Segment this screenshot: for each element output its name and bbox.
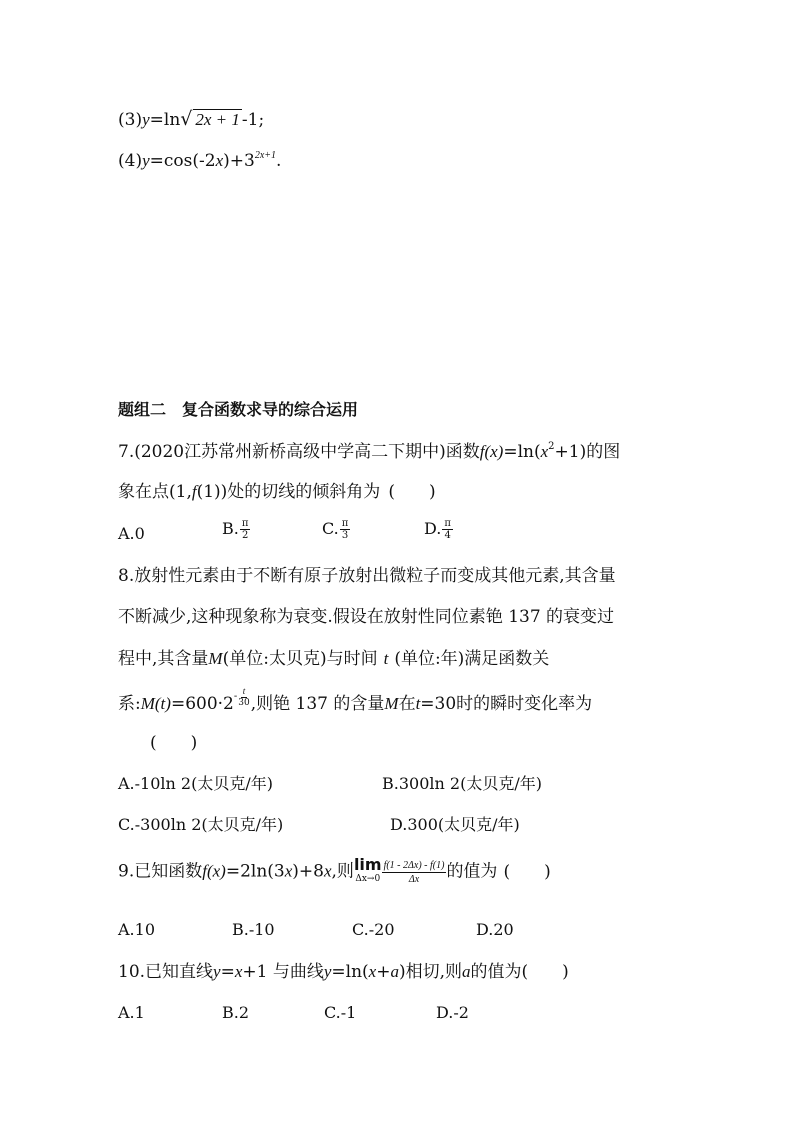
var-x: x [323, 861, 332, 881]
item-3 [118, 109, 264, 130]
text: 9.已知函数 [118, 861, 203, 882]
var-y: y [142, 110, 150, 129]
var-a: a [390, 962, 399, 981]
text: + [376, 962, 391, 982]
q8-option-c: C.-300ln 2(太贝克/年) [118, 815, 284, 834]
option-label: C. [322, 519, 339, 538]
var-t: t [415, 694, 421, 713]
text: +1)的图 [554, 442, 621, 462]
q8-line3 [118, 649, 549, 669]
answer-paren: ( ) [503, 861, 551, 882]
q8-line4 [118, 685, 593, 719]
q7-option-a: A.0 [118, 524, 145, 543]
text: 在 [398, 694, 416, 714]
answer-paren: ( ) [521, 962, 569, 982]
text: 程中,其含量 [118, 649, 209, 669]
q7-line1 [118, 442, 620, 465]
radicand: 2x + 1 [195, 110, 240, 129]
q7-line2 [118, 482, 436, 502]
function-f: f(x) [479, 442, 504, 461]
denominator: Δx [408, 873, 420, 885]
text: =600·2 [170, 694, 234, 714]
text: =2ln(3 [225, 861, 285, 882]
difference-quotient [382, 859, 447, 886]
text: (1))处的切线的倾斜角为 [196, 482, 381, 502]
exponent: 2x+1 [254, 150, 276, 161]
text: )相切,则 [398, 962, 463, 982]
var-x: x [215, 151, 224, 170]
numerator: t [242, 685, 246, 696]
text: 的值为 [446, 861, 498, 882]
text: = [220, 962, 235, 982]
fraction [340, 518, 351, 541]
item-label: (4) [118, 151, 143, 171]
numerator: π [341, 518, 349, 529]
text: . [276, 151, 282, 171]
text: (单位:太贝克)与时间 [222, 649, 378, 669]
q10-option-c: C.-1 [324, 1003, 357, 1022]
q10-option-b: B.2 [222, 1003, 250, 1022]
sqrt-icon: √ [180, 108, 193, 130]
q8-line1: 8.放射性元素由于不断有原子放射出微粒子而变成其他元素,其含量 [118, 566, 616, 586]
var-y: y [142, 151, 150, 170]
text: =30时的瞬时变化率为 [420, 694, 593, 714]
numerator: f(1 - 2Δx) - f(1) [383, 859, 445, 871]
text: =ln( [331, 962, 369, 982]
q7-option-d [424, 518, 454, 541]
text: 系: [118, 694, 141, 714]
numerator: π [444, 518, 451, 529]
text: 象在点(1, [118, 482, 192, 502]
q8-option-b: B.300ln 2(太贝克/年) [382, 774, 542, 793]
var-y: y [323, 962, 332, 981]
denominator: 4 [444, 530, 451, 541]
var-x: x [540, 442, 549, 461]
q10-option-a: A.1 [118, 1003, 145, 1022]
var-x: x [284, 861, 293, 881]
var-t: t [383, 649, 389, 668]
q8-answer-paren: ( ) [150, 733, 198, 753]
var-M: M [208, 649, 223, 668]
numerator: π [241, 518, 249, 529]
fraction [238, 686, 249, 709]
fraction [442, 518, 453, 541]
text: )+8 [292, 861, 324, 882]
lim-subscript: Δx→0 [355, 874, 381, 884]
fraction [240, 518, 251, 541]
exponent [234, 686, 251, 709]
text: ,则铯 137 的含量 [250, 694, 385, 714]
q9-option-c: C.-20 [352, 920, 395, 939]
denominator: 3 [341, 530, 349, 541]
var-y: y [213, 962, 221, 981]
text: )+3 [223, 151, 255, 171]
q7-option-c [322, 518, 351, 541]
q9-option-b: B.-10 [232, 920, 275, 939]
item-4 [118, 151, 281, 174]
text: =cos(-2 [149, 151, 216, 171]
text: -1; [241, 110, 265, 130]
limit [353, 855, 382, 886]
exponent: 2 [548, 441, 555, 452]
section-title: 题组二 复合函数求导的综合运用 [118, 400, 359, 419]
function-f: f [191, 482, 197, 501]
text: ,则 [331, 861, 354, 882]
q9-option-a: A.10 [118, 920, 155, 939]
q9-line [118, 855, 551, 886]
q7-option-b [222, 518, 251, 541]
q8-line2: 不断减少,这种现象称为衰变.假设在放射性同位素铯 137 的衰变过 [118, 607, 615, 627]
text: (单位:年)满足函数关 [394, 649, 550, 669]
lim-word: lim [353, 855, 382, 874]
function-M: M(t) [140, 694, 171, 713]
denominator: 2 [241, 530, 249, 541]
text: +1 与曲线 [242, 962, 324, 982]
text: 的值为 [470, 962, 522, 982]
option-label: B. [222, 519, 239, 538]
q8-option-d: D.300(太贝克/年) [390, 815, 520, 834]
answer-paren: ( ) [388, 482, 436, 502]
q9-option-d: D.20 [476, 920, 514, 939]
text: =ln( [503, 442, 541, 462]
minus-sign: - [233, 691, 238, 702]
var-x: x [368, 962, 377, 981]
item-label: (3) [118, 110, 143, 130]
q10-line [118, 962, 569, 982]
option-label: D. [424, 519, 442, 538]
q8-option-a: A.-10ln 2(太贝克/年) [118, 774, 273, 793]
text: 10.已知直线 [118, 962, 214, 982]
var-x: x [234, 962, 243, 981]
text: 7.(2020江苏常州新桥高级中学高二下期中)函数 [118, 442, 480, 462]
var-M: M [384, 694, 399, 713]
function-f: f(x) [202, 861, 226, 881]
denominator: 30 [238, 697, 250, 708]
text: =ln [149, 110, 181, 130]
q10-option-d: D.-2 [436, 1003, 469, 1022]
var-a: a [462, 962, 471, 981]
